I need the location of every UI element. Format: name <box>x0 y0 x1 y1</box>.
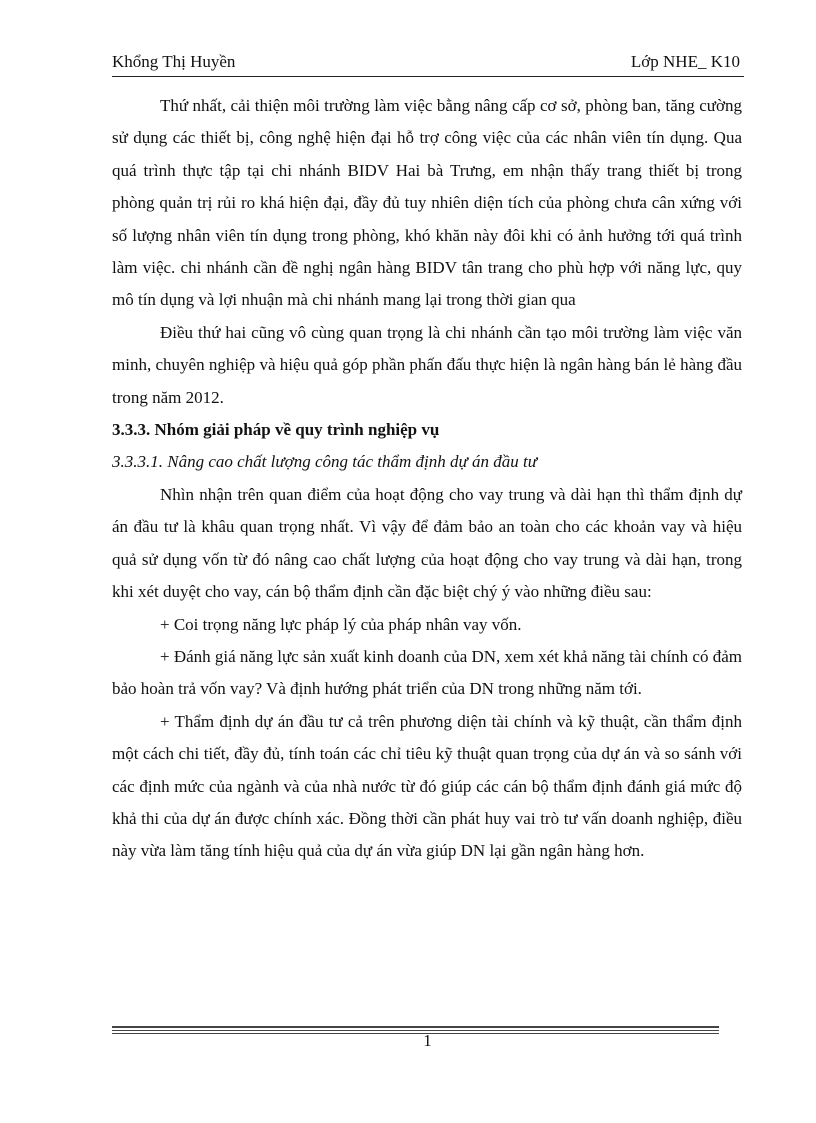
bullet-2: + Đánh giá năng lực sản xuất kinh doanh của DN, xem xét khả năng tài chính có đảm bảo hoàn trả vốn vay? Và định hướng phát triển của DN trong những năm tới. <box>112 646 743 699</box>
bullet-1: + Coi trọng năng lực pháp lý của pháp nhân vay vốn. <box>160 614 522 634</box>
paragraph-2: Điều thứ hai cũng vô cùng quan trọng là chi nhánh cần tạo môi trường làm việc văn minh, chuyên nghiệp và hiệu quả góp phần phấn đấu thực hiện là ngân hàng bán lẻ hàng đầu trong năm 2012. <box>112 322 742 407</box>
subsection-heading: 3.3.3.1. Nâng cao chất lượng công tác thẩm định dự án đầu tư <box>112 452 538 472</box>
page-header <box>112 52 744 78</box>
paragraph-3: Nhìn nhận trên quan điểm của hoạt động cho vay trung và dài hạn thì thẩm định dự án đầu tư là khâu quan trọng nhất. Vì vậy để đảm bảo an toàn cho các khoản vay và hiệu quả sử dụng vốn từ đó nâng cao chất lượng của hoạt động cho vay trung và dài hạn, trong khi xét duyệt cho vay, cán bộ thẩm định cần đặc biệt chý ý vào những điều sau: <box>112 484 742 602</box>
bullet-3: + Thẩm định dự án đầu tư cả trên phương diện tài chính và kỹ thuật, cần thẩm định một cách chi tiết, đầy đủ, tính toán các chỉ tiêu kỹ thuật quan trọng của dự án và so sánh với các định mức của ngành và của nhà nước từ đó giúp các cán bộ thẩm định đánh giá mức độ khả thi của dự án được chính xác. Đồng thời cần phát huy vai trò tư vấn doanh nghiệp, điều này vừa làm tăng tính hiệu quả của dự án vừa giúp DN lại gần ngân hàng hơn. <box>112 711 742 861</box>
header-rule <box>112 76 744 77</box>
paragraph-1: Thứ nhất, cải thiện môi trường làm việc bằng nâng cấp cơ sở, phòng ban, tăng cường sử dụng các thiết bị, công nghệ hiện đại hỗ trợ công việc của các nhân viên tín dụng. Qua quá trình thực tập tại chi nhánh BIDV Hai bà Trưng, em nhận thấy trang thiết bị trong phòng quản trị rủi ro khá hiện đại, đầy đủ tuy nhiên diện tích của phòng chưa cân xứng với số lượng nhân viên tín dụng trong phòng, khó khăn này đôi khi có ảnh hưởng tới quá trình làm việc. chi nhánh cần đề nghị ngân hàng BIDV tân trang cho phù hợp với năng lực, quy mô tín dụng và lợi nhuận mà chi nhánh mang lại trong thời gian qua <box>112 96 742 310</box>
page-number: 1 <box>423 1031 432 1050</box>
class-name: Lớp NHE_ K10 <box>630 52 740 71</box>
author-name: Khổng Thị Huyền <box>112 52 236 71</box>
document-body <box>112 90 742 868</box>
section-heading: 3.3.3. Nhóm giải pháp về quy trình nghiệp vụ <box>112 420 440 440</box>
